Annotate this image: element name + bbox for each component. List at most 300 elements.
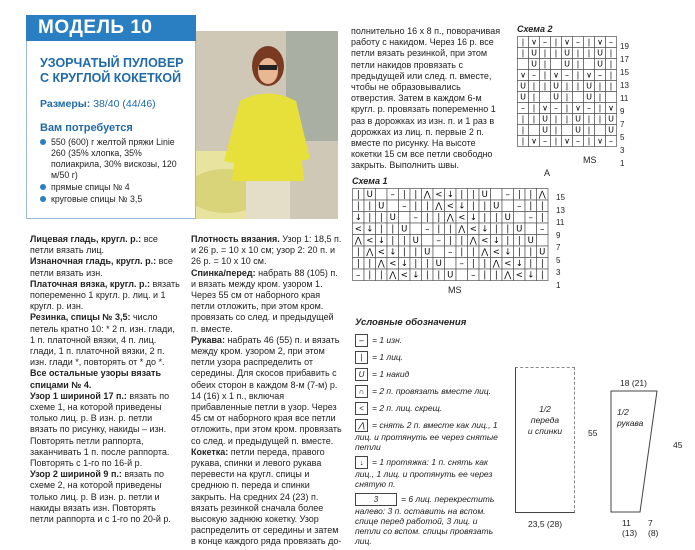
grid-symbol: |: [506, 236, 510, 246]
grid-symbol: |: [368, 213, 372, 223]
grid-symbol: ↓: [366, 224, 374, 235]
grid-symbol: –: [356, 270, 361, 281]
grid-symbol: ↓: [446, 190, 454, 200]
term: Лицевая гладь, кругл. р.:: [30, 234, 142, 244]
grid-symbol: <: [366, 236, 374, 246]
grid-symbol: |: [483, 201, 487, 212]
symbol-icon: ∩: [355, 385, 368, 398]
grid-symbol: |: [543, 59, 547, 69]
grid-cell: [491, 189, 503, 201]
grid-symbol: ⋀: [538, 190, 546, 200]
paragraph: [191, 335, 343, 447]
front-width: 23,5 (28): [528, 519, 563, 529]
term: Спинка/перед:: [191, 267, 256, 278]
grid-symbol: ∨: [531, 136, 537, 146]
grid-symbol: |: [540, 270, 544, 281]
front-height: 55: [588, 428, 598, 438]
grid-symbol: ⋀: [435, 201, 443, 212]
grid-cell: [445, 258, 457, 270]
grid-symbol: –: [565, 70, 569, 80]
row-number: 3: [556, 268, 561, 277]
row-number: 1: [556, 280, 561, 290]
grid-symbol: ⋀: [423, 190, 431, 200]
paragraph: [30, 312, 180, 368]
label: переда: [530, 415, 560, 425]
scheme1-svg: [352, 188, 552, 298]
paragraph: [30, 391, 180, 469]
grid-symbol: |: [471, 247, 475, 258]
grid-symbol: |: [609, 48, 613, 58]
grid-symbol: –: [540, 224, 545, 235]
row-number: 1: [620, 159, 625, 168]
grid-symbol: |: [540, 201, 544, 212]
grid-symbol: |: [379, 213, 383, 223]
grid-symbol: |: [379, 224, 383, 235]
text: петли переда, правого рукава, спинки и левого рукава перевести на кругл. спицы и среднюю п. переда и спинки закрыть. На средних 24 (23) п. вязать резинкой сначала более высокую заднюю кокетку. Узор распределить от середины и затем в конце каждого ряда провязать до-: [191, 446, 342, 547]
label: 7: [648, 518, 653, 528]
grid-symbol: |: [532, 92, 536, 102]
title-line2: С КРУГЛОЙ КОКЕТКОЙ: [40, 71, 182, 85]
grid-symbol: |: [391, 236, 395, 246]
grid-symbol: |: [521, 37, 525, 47]
grid-symbol: |: [554, 125, 558, 135]
grid-cell: [502, 200, 514, 212]
grid-symbol: U: [520, 92, 526, 102]
grid-symbol: ↓: [481, 224, 489, 235]
grid-cell: [551, 59, 562, 70]
grid-symbol: ⋀: [458, 224, 466, 235]
grid-symbol: U: [366, 190, 373, 200]
row-number: 9: [620, 107, 625, 116]
sizes-value: 38/40 (44/46): [93, 98, 156, 110]
grid-symbol: |: [460, 236, 464, 246]
grid-symbol: <: [400, 270, 408, 281]
grid-symbol: –: [505, 190, 510, 200]
text: все петли вязать изн.: [30, 256, 173, 278]
grid-symbol: |: [483, 213, 487, 223]
grid-symbol: U: [447, 270, 454, 281]
grid-symbol: ↓: [389, 247, 397, 258]
grid-symbol: U: [401, 224, 408, 235]
grid-symbol: ∨: [575, 103, 581, 113]
grid-symbol: <: [377, 247, 385, 258]
grid-symbol: –: [402, 201, 407, 212]
grid-symbol: U: [520, 81, 526, 91]
grid-symbol: |: [543, 48, 547, 58]
grid-symbol: |: [471, 259, 475, 269]
grid-symbol: <: [469, 224, 477, 235]
grid-symbol: |: [414, 201, 418, 212]
grid-symbol: |: [368, 259, 372, 269]
grid-symbol: U: [389, 213, 396, 223]
grid-cell: [514, 212, 526, 224]
grid-symbol: U: [608, 125, 614, 135]
grid-symbol: ↓: [412, 270, 420, 281]
grid-symbol: |: [521, 48, 525, 58]
grid-cell: [562, 125, 573, 136]
text: Узор 1: 18,5 п. и 26 р. = 10 х 10 см; узор 2: 20 п. и 26 р. = 10 х 10 см.: [191, 234, 342, 267]
model-header: МОДЕЛЬ 10: [26, 15, 196, 41]
paragraph: [30, 469, 180, 525]
photo-illustration: [196, 31, 338, 219]
grid-symbol: ⋀: [504, 270, 512, 281]
grid-symbol: <: [481, 236, 489, 246]
row-number: 15: [556, 193, 565, 202]
row-number: 19: [620, 42, 629, 51]
legend-text: = снять 2 п. вместе как лиц., 1 лиц. и протянуть ее через снятые петли: [355, 419, 498, 452]
grid-symbol: |: [414, 259, 418, 269]
legend-text: = 1 протяжка: 1 п. снять как лиц., 1 лиц. и протянуть ее через снятую п.: [355, 456, 493, 489]
grid-symbol: ↓: [469, 213, 477, 223]
grid-symbol: U: [531, 48, 537, 58]
grid-symbol: ↓: [458, 201, 466, 212]
grid-symbol: |: [379, 270, 383, 281]
grid-symbol: ∨: [586, 70, 592, 80]
grid-symbol: |: [532, 81, 536, 91]
grid-symbol: |: [576, 81, 580, 91]
term: Резинка, спицы № 3,5:: [30, 312, 131, 323]
grid-symbol: U: [553, 92, 559, 102]
grid-cell: [456, 269, 468, 281]
grid-symbol: |: [554, 136, 558, 146]
grid-symbol: |: [517, 190, 521, 200]
grid-symbol: ⋀: [446, 213, 454, 223]
grid-symbol: <: [504, 259, 512, 269]
grid-symbol: |: [587, 48, 591, 58]
grid-symbol: ⋀: [366, 247, 374, 258]
grid-symbol: –: [532, 70, 536, 80]
legend: [355, 334, 505, 550]
front-pattern-label: [515, 404, 575, 437]
row-number: 7: [620, 120, 625, 129]
grid-symbol: |: [368, 270, 372, 281]
grid-symbol: |: [587, 136, 591, 146]
grid-symbol: –: [521, 103, 525, 113]
grid-symbol: |: [565, 92, 569, 102]
title-line1: УЗОРЧАТЫЙ ПУЛОВЕР: [40, 56, 184, 70]
scheme1-ms: MS: [448, 285, 462, 295]
grid-cell: [410, 223, 422, 235]
paragraph: [30, 234, 180, 256]
symbol-icon: ↓: [355, 456, 368, 469]
row-number: 17: [620, 55, 629, 64]
grid-symbol: U: [608, 114, 614, 124]
grid-symbol: –: [471, 270, 476, 281]
grid-symbol: U: [597, 59, 603, 69]
grid-symbol: ∨: [531, 37, 537, 47]
grid-symbol: –: [543, 136, 547, 146]
label: рукава: [617, 418, 644, 428]
grid-cell: [387, 200, 399, 212]
grid-symbol: |: [494, 270, 498, 281]
grid-symbol: |: [587, 125, 591, 135]
symbol-icon: <: [355, 402, 368, 415]
paragraph: полнительно 16 х 8 п., поворачивая работу с накидом. Через 16 р. все петли вязать резинкой, при этом петли накидов провязать с предыдущей или след. п. вместе, чтобы не образовывались отверстия. Затем в каждом 6-м кругл. р. провязать попеременно 1 раз в дорожках из изн. п. и 1 раз в дорожках из лиц. п. первые 2 п. вместе по рисунку. На высоте кокетки 15 см все петли свободно закрыть. Выполнить швы.: [351, 26, 501, 171]
grid-symbol: |: [521, 125, 525, 135]
grid-cell: [537, 235, 549, 247]
grid-cell: [518, 59, 529, 70]
grid-symbol: |: [540, 259, 544, 269]
grid-symbol: |: [471, 201, 475, 212]
term: Платочная вязка, кругл. р.:: [30, 278, 150, 289]
sleeve-bottom1: [622, 518, 637, 538]
grid-symbol: ∨: [553, 70, 559, 80]
row-number: 5: [620, 133, 625, 142]
grid-symbol: |: [437, 224, 441, 235]
grid-symbol: |: [460, 247, 464, 258]
grid-symbol: |: [437, 270, 441, 281]
term: Все остальные узоры вязать спицами № 4.: [30, 368, 161, 390]
legend-text: = 1 лиц.: [372, 351, 404, 362]
grid-symbol: ↓: [377, 236, 385, 246]
text: вязать попеременно 1 кругл. р. лиц. и 1 кругл. р. изн.: [30, 278, 180, 312]
grid-symbol: |: [402, 236, 406, 246]
grid-symbol: –: [528, 213, 533, 223]
grid-cell: [525, 223, 537, 235]
scheme2-grid: [517, 36, 657, 189]
grid-symbol: U: [575, 125, 581, 135]
grid-symbol: |: [356, 259, 360, 269]
grid-symbol: |: [437, 213, 441, 223]
grid-symbol: –: [598, 70, 602, 80]
grid-symbol: ∨: [520, 70, 526, 80]
grid-symbol: |: [494, 224, 498, 235]
grid-symbol: ⋀: [492, 259, 500, 269]
grid-symbol: |: [483, 270, 487, 281]
label: и спинки: [527, 426, 563, 436]
grid-symbol: U: [481, 190, 488, 200]
grid-cell: [595, 125, 606, 136]
grid-symbol: U: [493, 201, 500, 212]
grid-symbol: |: [529, 190, 533, 200]
grid-symbol: U: [564, 59, 570, 69]
grid-symbol: |: [517, 236, 521, 246]
label: 1/2: [539, 404, 551, 414]
grid-symbol: |: [521, 136, 525, 146]
grid-symbol: –: [517, 201, 522, 212]
grid-symbol: |: [425, 270, 429, 281]
legend-item: [355, 385, 505, 398]
symbol-icon: |: [355, 351, 368, 364]
front-pattern-shape: [515, 367, 575, 513]
grid-symbol: –: [459, 259, 464, 269]
grid-symbol: |: [425, 213, 429, 223]
grid-symbol: |: [494, 213, 498, 223]
grid-symbol: U: [586, 92, 592, 102]
grid-symbol: |: [483, 259, 487, 269]
grid-symbol: |: [356, 201, 360, 212]
grid-symbol: U: [527, 236, 534, 246]
grid-symbol: U: [504, 213, 511, 223]
grid-symbol: |: [529, 247, 533, 258]
grid-symbol: |: [565, 103, 569, 113]
grid-symbol: |: [414, 247, 418, 258]
row-number: 11: [620, 94, 629, 103]
label: 11: [622, 518, 631, 528]
info-box-frame: [26, 41, 196, 219]
grid-symbol: |: [540, 213, 544, 223]
grid-symbol: |: [356, 247, 360, 258]
text: набрать 88 (105) п. и вязать между кром. узором 1. Через 55 см от наборного края петли отложить, при этом кром. провязать со след. и предыдущей п. вместе.: [191, 267, 338, 334]
grid-symbol: ∨: [597, 136, 603, 146]
grid-symbol: |: [554, 114, 558, 124]
grid-symbol: –: [413, 213, 418, 223]
scheme1-title: Схема 1: [352, 176, 388, 186]
grid-symbol: |: [576, 48, 580, 58]
paragraph: [30, 256, 180, 278]
grid-symbol: U: [531, 59, 537, 69]
row-number: 9: [556, 230, 561, 240]
symbol-icon: 3: [355, 493, 397, 506]
grid-symbol: |: [368, 201, 372, 212]
grid-symbol: <: [446, 201, 454, 212]
sleeve-label: [617, 407, 643, 429]
grid-symbol: ↓: [354, 213, 362, 223]
material-text: круговые спицы № 3,5: [51, 194, 143, 204]
grid-symbol: |: [414, 190, 418, 200]
grid-symbol: |: [587, 114, 591, 124]
instructions-col1: [30, 234, 180, 525]
text: набрать 46 (55) п. и вязать между кром. узором 2, при этом петли узора распределить от середины. Для скосов прибавить с обеих сторон в каждом 8-м (7-м) р. 14 (16) х 1 п., включая прибавленные петли в узор. Через 45 см от наборного края все петли отложить, при этом кром. провязать со след. и предыдущей п. вместе.: [191, 334, 342, 446]
grid-symbol: U: [586, 81, 592, 91]
grid-symbol: ↓: [504, 247, 512, 258]
legend-title: Условные обозначения: [355, 317, 467, 328]
grid-symbol: |: [554, 37, 558, 47]
grid-symbol: ↓: [515, 259, 523, 269]
grid-symbol: |: [554, 48, 558, 58]
grid-symbol: |: [609, 70, 613, 80]
grid-symbol: –: [609, 37, 613, 47]
instructions-col2: [191, 234, 343, 548]
grid-symbol: |: [506, 224, 510, 235]
row-number: 11: [556, 218, 565, 227]
grid-symbol: |: [517, 247, 521, 258]
grid-cell: [433, 246, 445, 258]
symbol-icon: U: [355, 368, 368, 381]
legend-item: [355, 456, 505, 489]
grid-symbol: ⋀: [354, 236, 362, 246]
grid-symbol: U: [597, 48, 603, 58]
grid-symbol: <: [492, 247, 500, 258]
grid-symbol: |: [609, 59, 613, 69]
row-number: 7: [556, 243, 561, 252]
paragraph: [191, 234, 343, 268]
grid-cell: [573, 92, 584, 103]
grid-symbol: |: [448, 224, 452, 235]
grid-symbol: |: [576, 59, 580, 69]
sleeve-height: 45: [673, 440, 683, 450]
paragraph: [30, 368, 180, 390]
paragraph: [30, 279, 180, 313]
scheme2-row-numbers: [620, 40, 629, 170]
sleeve-top-width: 18 (21): [620, 378, 647, 388]
grid-symbol: U: [516, 224, 523, 235]
grid-symbol: ∨: [597, 37, 603, 47]
grid-symbol: –: [587, 103, 591, 113]
grid-symbol: U: [378, 201, 385, 212]
grid-symbol: |: [565, 114, 569, 124]
grid-symbol: ⋀: [389, 270, 397, 281]
grid-symbol: <: [435, 190, 443, 200]
term: Плотность вязания.: [191, 234, 280, 244]
grid-symbol: |: [356, 190, 360, 200]
term: Узор 1 шириной 17 п.:: [30, 390, 127, 401]
grid-symbol: ⋀: [469, 236, 477, 246]
legend-text: = 1 изн.: [372, 334, 403, 345]
scheme2-title: Схема 2: [517, 24, 553, 34]
grid-symbol: |: [565, 81, 569, 91]
text: вязать по схеме 1, на которой приведены только лиц. р. В изн. р. петли вязать по рисунку, накиды – изн. Повторять петли раппорта, заканчивать 1 п. после раппорта. Повторять с 1-го по 16-й р.: [30, 390, 170, 469]
grid-symbol: |: [521, 114, 525, 124]
grid-symbol: |: [471, 190, 475, 200]
grid-symbol: |: [609, 81, 613, 91]
grid-cell: [584, 59, 595, 70]
grid-symbol: |: [402, 247, 406, 258]
paragraph: [191, 447, 343, 548]
grid-symbol: |: [587, 37, 591, 47]
grid-symbol: |: [598, 92, 602, 102]
legend-item: [355, 402, 505, 415]
grid-symbol: |: [402, 190, 406, 200]
legend-item: [355, 334, 505, 347]
legend-item: [355, 351, 505, 364]
grid-symbol: ∨: [542, 103, 548, 113]
grid-symbol: –: [436, 236, 441, 246]
grid-symbol: ↓: [527, 270, 535, 281]
grid-symbol: ∨: [564, 136, 570, 146]
row-number: 3: [620, 146, 625, 155]
grid-symbol: ⋀: [377, 259, 385, 269]
grid-symbol: ↓: [492, 236, 500, 246]
paragraph: [191, 268, 343, 335]
grid-symbol: |: [543, 70, 547, 80]
grid-symbol: |: [425, 201, 429, 212]
symbol-icon: ⋀: [355, 419, 368, 432]
grid-symbol: U: [435, 259, 442, 269]
grid-symbol: –: [448, 247, 453, 258]
label: (13): [622, 528, 638, 538]
sleeve-bottom2: [648, 518, 658, 538]
grid-symbol: |: [391, 224, 395, 235]
grid-symbol: |: [598, 114, 602, 124]
material-text: 550 (600) г желтой пряжи Linie 260 (35% хлопка, 35% полиакрила, 30% вискозы, 120 м/50 г): [51, 137, 177, 180]
grid-cell: [540, 92, 551, 103]
model-photo: [196, 31, 338, 219]
grid-symbol: –: [543, 37, 547, 47]
instructions-col3: [351, 26, 505, 172]
grid-symbol: |: [448, 236, 452, 246]
text: вязать по схеме 2, на которой приведены только лиц. р. В изн. р. петли и накиды вязать изн. Повторять петли раппорта и с 1-го по 20-й р.: [30, 469, 171, 525]
legend-item: [355, 419, 505, 452]
legend-item: [355, 493, 505, 546]
grid-symbol: –: [390, 190, 395, 200]
grid-symbol: U: [575, 114, 581, 124]
grid-symbol: U: [542, 114, 548, 124]
grid-symbol: |: [543, 81, 547, 91]
grid-symbol: ∨: [564, 37, 570, 47]
grid-symbol: ↓: [400, 259, 408, 269]
grid-symbol: –: [425, 224, 430, 235]
text: число петель кратно 10: * 2 п. изн. глади, 1 п. платочной вязки, 4 п. лиц. глади, 1 п. платочной вязки, 2 п. изн. глади *, повторять от * до *.: [30, 312, 175, 368]
term: Рукава:: [191, 334, 225, 345]
row-number: 13: [556, 205, 565, 215]
grid-symbol: U: [542, 125, 548, 135]
grid-cell: [422, 235, 434, 247]
label: 1/2: [617, 407, 629, 417]
term: Узор 2 шириной 9 п.:: [30, 469, 122, 480]
grid-symbol: |: [460, 190, 464, 200]
grid-cell: [606, 92, 617, 103]
